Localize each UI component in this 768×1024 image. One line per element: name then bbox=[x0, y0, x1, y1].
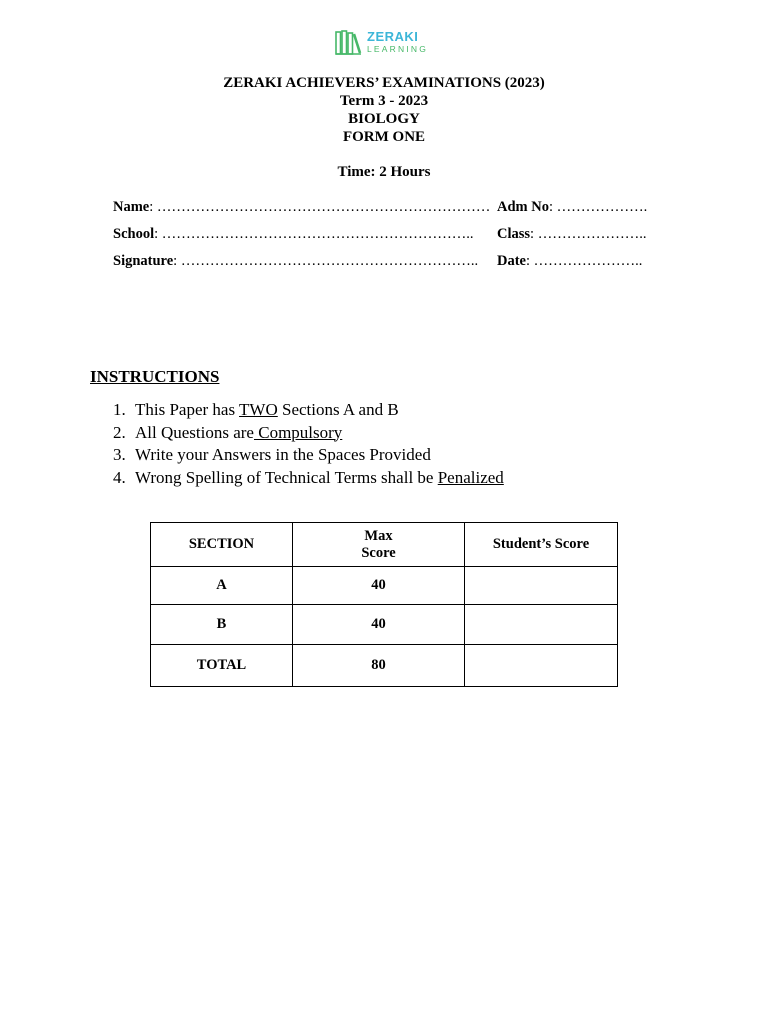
instruction-text: This Paper has bbox=[135, 400, 240, 419]
logo-sub-text: LEARNING bbox=[367, 44, 429, 55]
instruction-emphasis: TWO bbox=[239, 400, 278, 419]
exam-title: ZERAKI ACHIEVERS’ EXAMINATIONS (2023) bbox=[223, 75, 545, 91]
instruction-number: 1. bbox=[113, 400, 126, 419]
max-score-header bbox=[293, 523, 465, 567]
exam-header bbox=[0, 74, 768, 146]
instruction-item bbox=[113, 422, 504, 445]
instruction-number: 4. bbox=[113, 467, 126, 487]
signature-dots: : …………………………………………………….. bbox=[173, 253, 479, 269]
max-score-header-line2: Score bbox=[361, 544, 396, 561]
exam-time: Time: 2 Hours bbox=[337, 164, 431, 180]
section-cell: B bbox=[151, 605, 293, 645]
table-row bbox=[151, 645, 618, 687]
student-score-cell[interactable] bbox=[465, 605, 618, 645]
exam-term: Term 3 - 2023 bbox=[339, 93, 429, 109]
section-cell: A bbox=[151, 567, 293, 605]
instructions-title: INSTRUCTIONS bbox=[90, 367, 220, 386]
adm-no-dots: : ………………. bbox=[548, 199, 648, 215]
class-dots: : ………………….. bbox=[530, 226, 647, 242]
logo-brand-text: ZERAKI bbox=[367, 29, 419, 45]
date-label: Date bbox=[497, 253, 526, 269]
student-score-cell[interactable] bbox=[465, 567, 618, 605]
signature-field-row bbox=[113, 253, 643, 270]
class-label: Class bbox=[497, 226, 531, 242]
max-score-cell: 40 bbox=[293, 567, 465, 605]
date-dots: : ………………….. bbox=[526, 253, 643, 269]
instruction-number: 3. bbox=[113, 445, 126, 464]
school-field-row bbox=[113, 226, 647, 243]
school-dots: : ……………………………………………………….. bbox=[154, 226, 474, 242]
student-score-header: Student’s Score bbox=[465, 523, 618, 567]
instruction-emphasis: Compulsory bbox=[253, 422, 343, 442]
student-score-cell[interactable] bbox=[465, 645, 618, 687]
adm-no-label: Adm No bbox=[497, 199, 549, 215]
instruction-text: Write your Answers in the Spaces Provided bbox=[135, 445, 431, 464]
max-score-cell: 80 bbox=[293, 645, 465, 687]
section-cell: TOTAL bbox=[151, 645, 293, 687]
zeraki-logo bbox=[335, 28, 435, 56]
instruction-text: All Questions are bbox=[135, 422, 254, 442]
instruction-emphasis: Penalized bbox=[437, 467, 504, 487]
table-row bbox=[151, 567, 618, 605]
score-table bbox=[150, 522, 618, 687]
books-logo-icon bbox=[335, 29, 362, 55]
exam-form: FORM ONE bbox=[342, 129, 426, 145]
instructions-list bbox=[113, 399, 504, 489]
school-label: School bbox=[113, 226, 155, 242]
name-label: Name bbox=[113, 199, 150, 215]
instruction-item bbox=[113, 467, 504, 490]
table-row bbox=[151, 605, 618, 645]
instruction-text: Wrong Spelling of Technical Terms shall be bbox=[135, 467, 438, 487]
instruction-item bbox=[113, 399, 504, 422]
max-score-header-line1: Max bbox=[364, 527, 393, 544]
instruction-text-end: Sections A and B bbox=[277, 400, 399, 419]
instruction-number: 2. bbox=[113, 422, 126, 442]
name-field-row bbox=[113, 199, 648, 216]
section-header: SECTION bbox=[151, 523, 293, 567]
instruction-item bbox=[113, 444, 504, 467]
max-score-cell: 40 bbox=[293, 605, 465, 645]
score-table-header-row bbox=[151, 523, 618, 567]
exam-subject: BIOLOGY bbox=[348, 111, 420, 127]
signature-label: Signature bbox=[113, 253, 174, 269]
name-dots: : …………………………………………………………… bbox=[149, 199, 491, 215]
